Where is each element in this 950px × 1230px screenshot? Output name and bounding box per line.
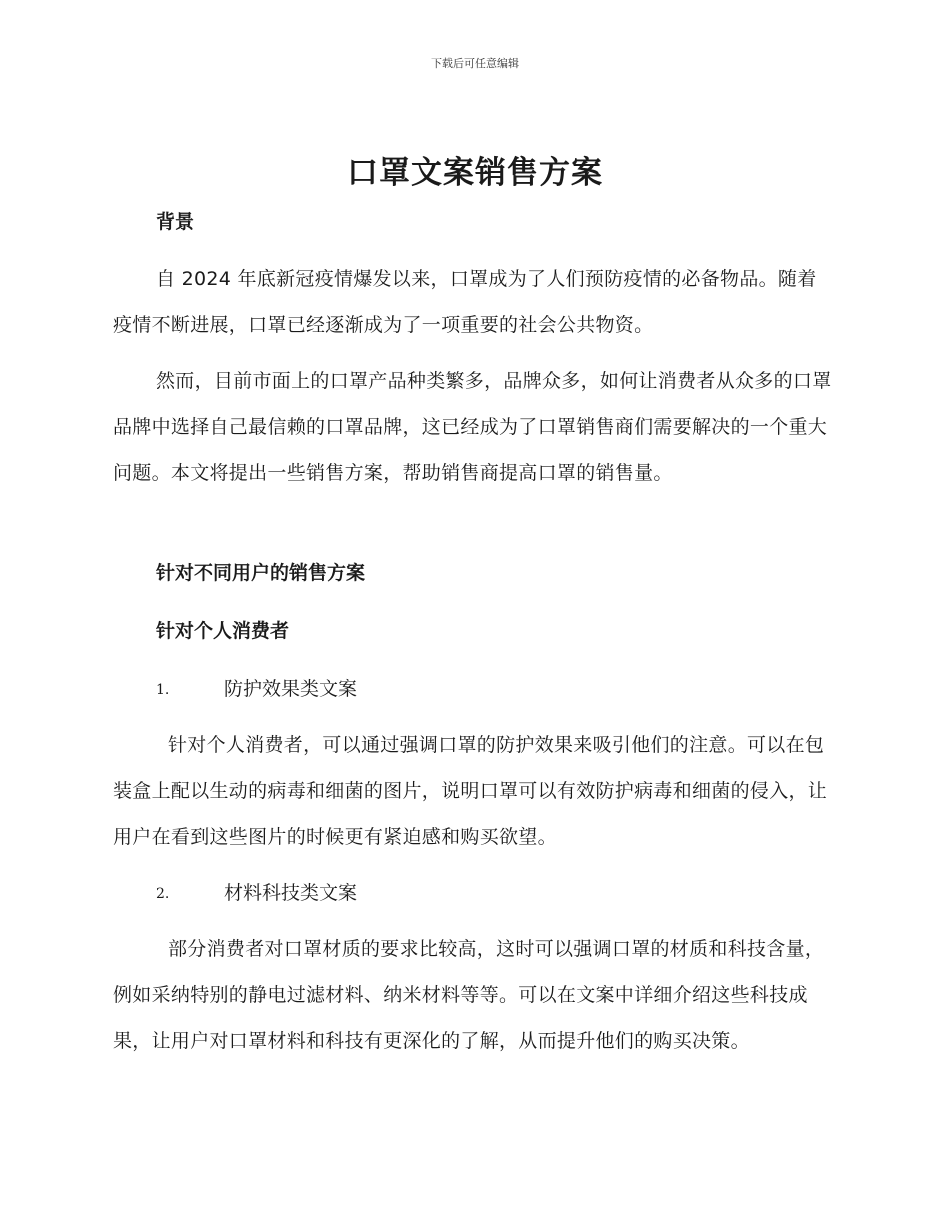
- section-heading-personal: 针对个人消费者: [156, 620, 290, 642]
- paragraph-item-2: 部分消费者对口罩材质的要求比较高，这时可以强调口罩的材质和科技含量，例如采纳特别的静电过滤材料、纳米材料等等。可以在文案中详细介绍这些科技成果，让用户对口罩材料和科技有更深化的了解，从而提升他们的购买决策。: [113, 938, 825, 1052]
- paragraph-background-1: 自 2024 年底新冠疫情爆发以来，口罩成为了人们预防疫情的必备物品。随着疫情不断进展，口罩已经逐渐成为了一项重要的社会公共物资。: [113, 268, 817, 336]
- paragraph-background-2: 然而，目前市面上的口罩产品种类繁多，品牌众多，如何让消费者从众多的口罩品牌中选择自己最信赖的口罩品牌，这已经成为了口罩销售商们需要解决的一个重大问题。本文将提出一些销售方案，帮助销售商提高口罩的销售量。: [113, 370, 832, 484]
- list-item-label: 防护效果类文案: [224, 678, 358, 700]
- list-item-1: [156, 677, 876, 702]
- page-header: 下载后可任意编辑: [431, 57, 519, 70]
- section-heading-background: 背景: [156, 211, 195, 233]
- list-item-number: 1.: [156, 682, 170, 698]
- list-item-label: 材料科技类文案: [224, 882, 358, 904]
- paragraph-item-1: 针对个人消费者，可以通过强调口罩的防护效果来吸引他们的注意。可以在包装盒上配以生动的病毒和细菌的图片，说明口罩可以有效防护病毒和细菌的侵入，让用户在看到这些图片的时候更有紧迫感和购买欲望。: [113, 734, 828, 848]
- section-heading-plans: 针对不同用户的销售方案: [156, 562, 366, 584]
- document-title: 口罩文案销售方案: [347, 155, 603, 191]
- list-item-number: 2.: [156, 886, 170, 902]
- list-item-2: [156, 881, 876, 906]
